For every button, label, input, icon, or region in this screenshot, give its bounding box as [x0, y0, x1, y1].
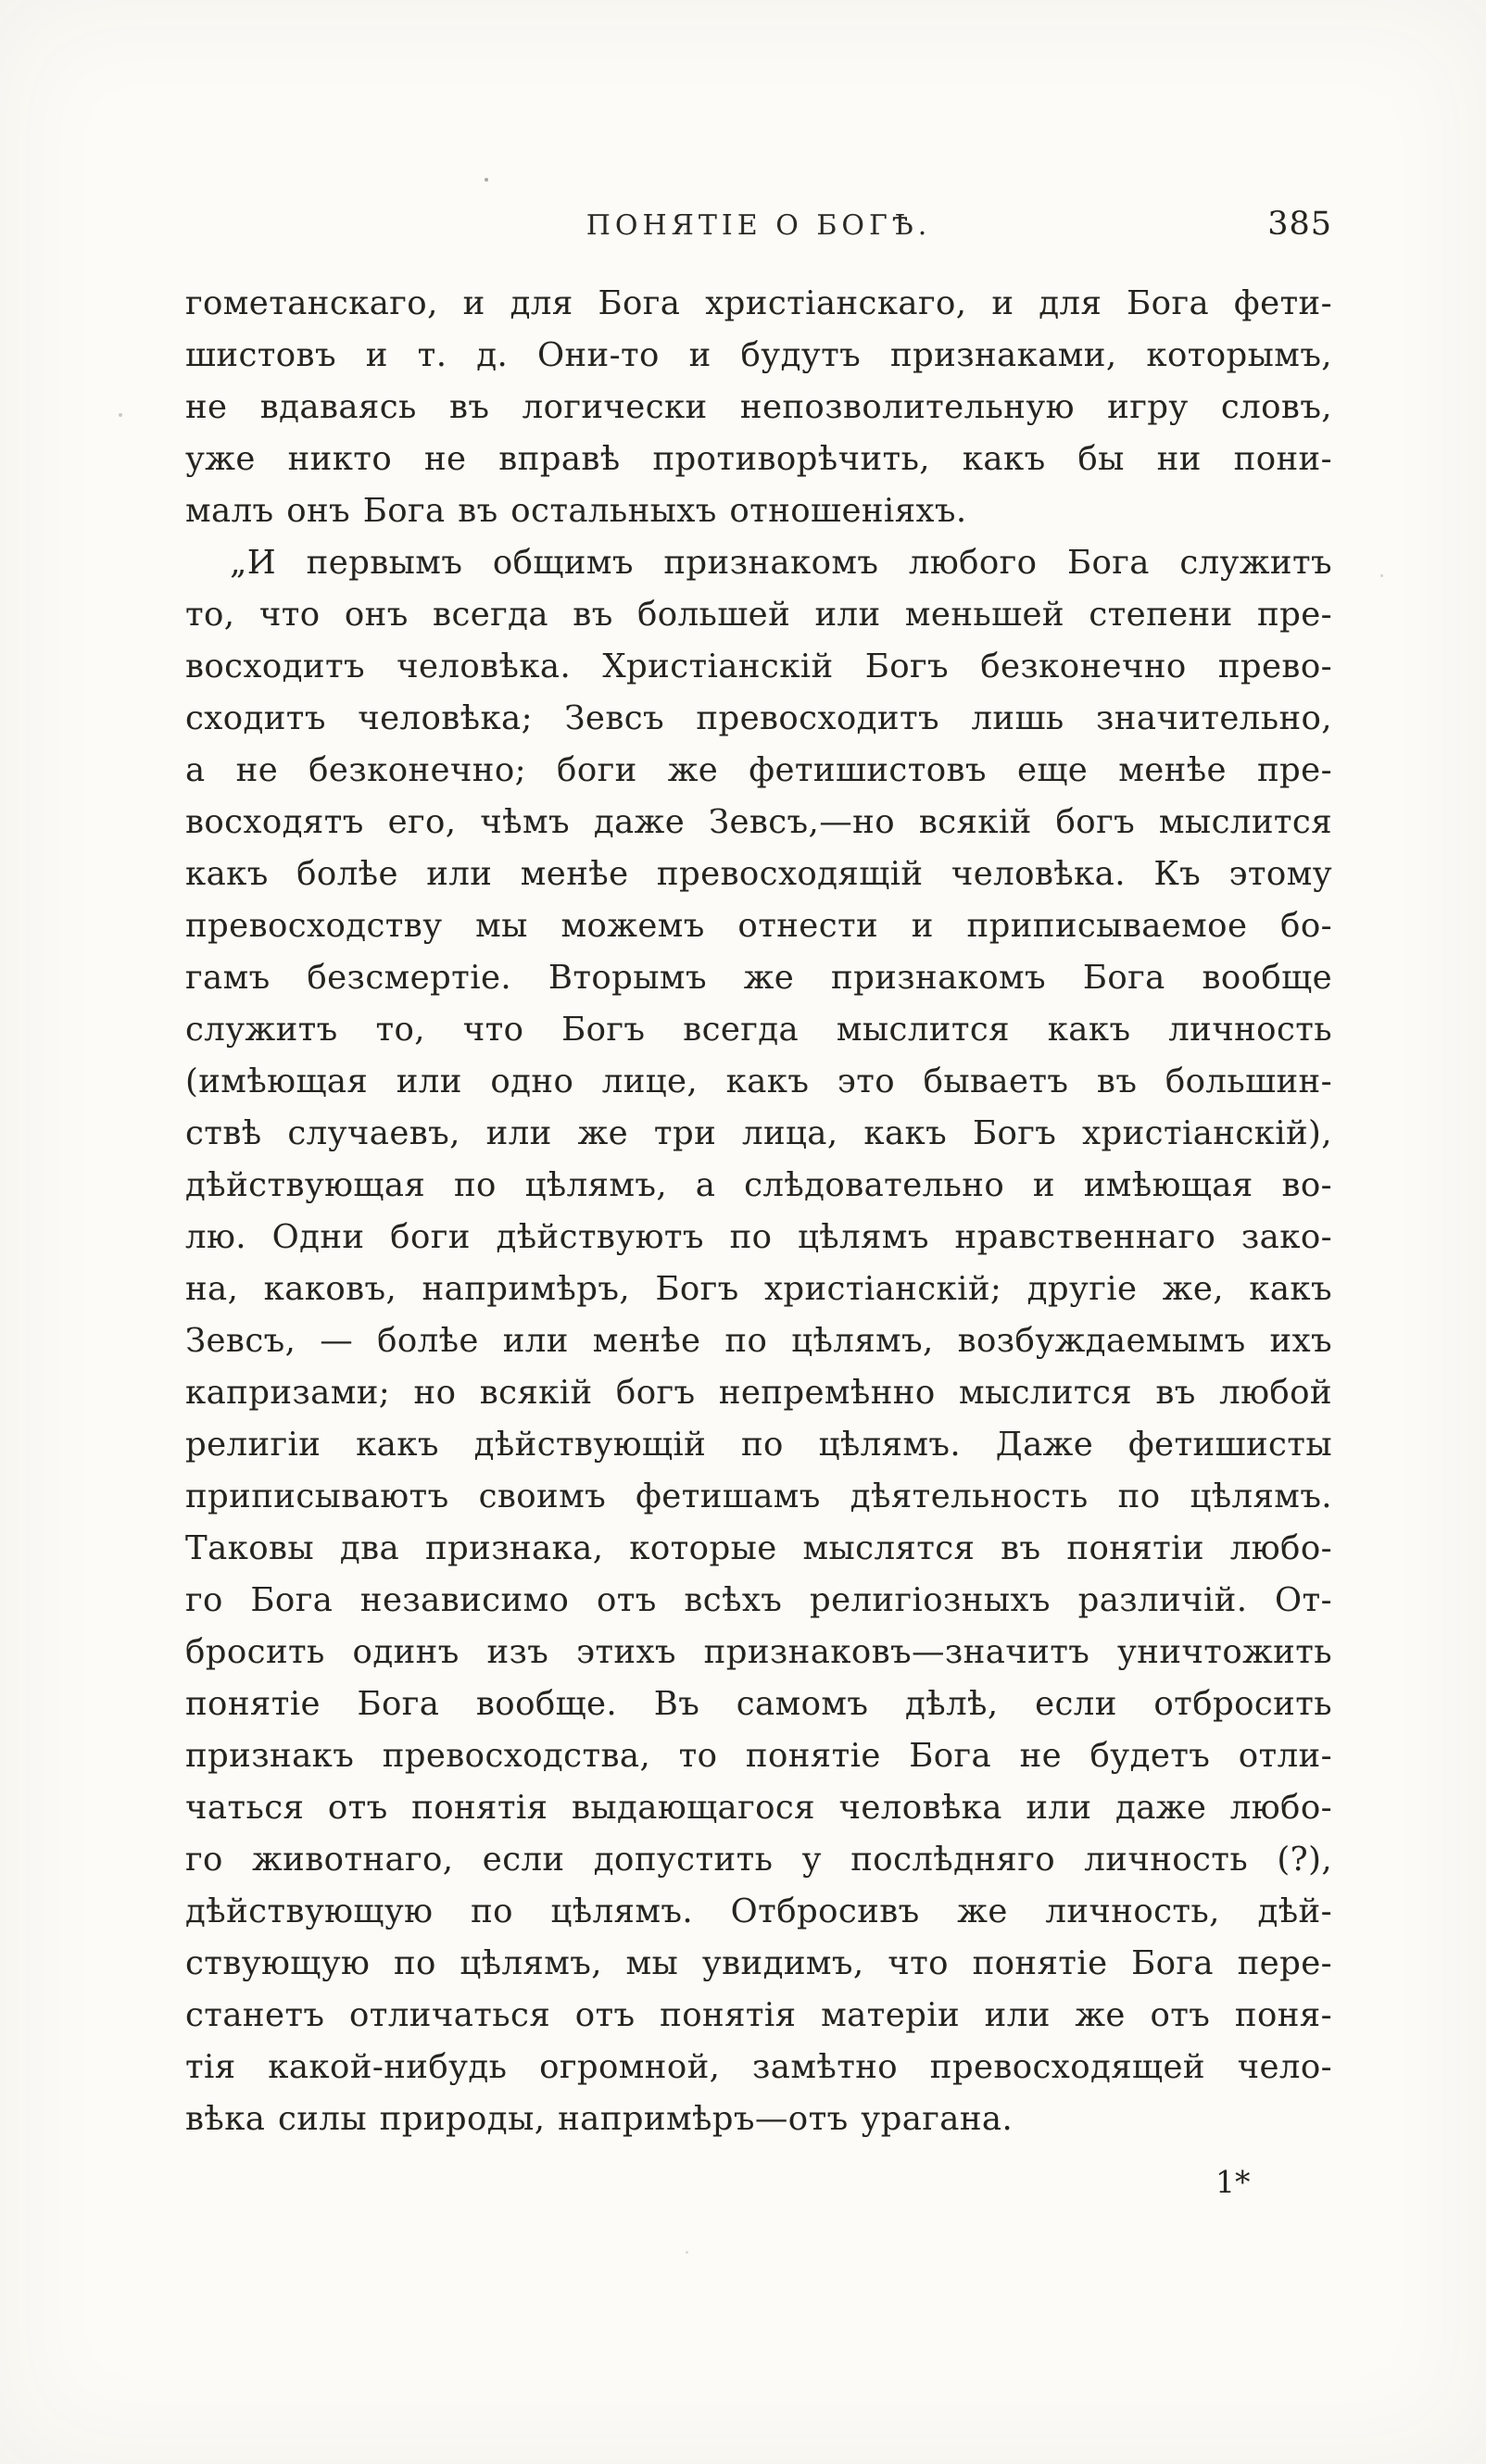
text-line: уже никто не вправѣ противорѣчить, какъ бы ни пони- [185, 440, 1332, 478]
scan-speck [119, 413, 122, 417]
running-title: ПОНЯТІЕ О БОГѢ. [586, 209, 932, 242]
text-line: го Бога независимо отъ всѣхъ религіозныхъ различій. От- [185, 1581, 1332, 1619]
text-line: бросить одинъ изъ этихъ признаковъ—значитъ уничтожить [185, 1633, 1332, 1671]
page-header [185, 206, 1332, 254]
text-line: го животнаго, если допустить у послѣдняго личность (?), [185, 1841, 1332, 1879]
text-line: чаться отъ понятія выдающагося человѣка или даже любо- [185, 1789, 1332, 1827]
text-line: сходитъ человѣка; Зевсъ превосходитъ лишь значительно, [185, 699, 1332, 737]
text-line: служитъ то, что Богъ всегда мыслится какъ личность [185, 1011, 1332, 1049]
text-line: то, что онъ всегда въ большей или меньшей степени пре- [185, 596, 1332, 634]
text-line: Таковы два признака, которые мыслятся въ понятіи любо- [185, 1529, 1332, 1567]
text-line: какъ болѣе или менѣе превосходящій человѣка. Къ этому [185, 855, 1332, 893]
scan-speck [485, 178, 488, 182]
text-line: шистовъ и т. д. Они-то и будутъ признаками, которымъ, [185, 336, 1332, 374]
text-line: (имѣющая или одно лице, какъ это бываетъ въ большин- [185, 1062, 1332, 1100]
text-line: ствѣ случаевъ, или же три лица, какъ Богъ христіанскій), [185, 1114, 1332, 1152]
text-line: а не безконечно; боги же фетишистовъ еще менѣе пре- [185, 751, 1332, 789]
text-line: дѣйствующая по цѣлямъ, а слѣдовательно и имѣющая во- [185, 1166, 1332, 1204]
text-line: лю. Одни боги дѣйствуютъ по цѣлямъ нравственнаго зако- [185, 1218, 1332, 1256]
text-line: не вдаваясь въ логически непозволительную игру словъ, [185, 388, 1332, 426]
text-line: малъ онъ Бога въ остальныхъ отношеніяхъ. [185, 492, 967, 530]
text-line: капризами; но всякій богъ непремѣнно мыслится въ любой [185, 1374, 1332, 1412]
text-line: вѣка силы природы, напримѣръ—отъ урагана. [185, 2100, 1014, 2138]
text-line: ствующую по цѣлямъ, мы увидимъ, что понятіе Бога пере- [185, 1944, 1332, 1982]
signature-mark: 1* [1215, 2164, 1251, 2200]
text-line: гамъ безсмертіе. Вторымъ же признакомъ Бога вообще [185, 959, 1332, 997]
scan-speck [1380, 574, 1383, 577]
page-number: 385 [1267, 206, 1332, 243]
text-line: „И первымъ общимъ признакомъ любого Бога служитъ [230, 544, 1332, 582]
text-line: превосходству мы можемъ отнести и приписываемое бо- [185, 907, 1332, 945]
text-line: религіи какъ дѣйствующій по цѣлямъ. Даже фетишисты [185, 1426, 1332, 1464]
text-line: гометанскаго, и для Бога христіанскаго, и для Бога фети- [185, 284, 1332, 322]
text-line: восходятъ его, чѣмъ даже Зевсъ,—но всякій богъ мыслится [185, 803, 1332, 841]
text-line: на, каковъ, напримѣръ, Богъ христіанскій; другіе же, какъ [185, 1270, 1332, 1308]
text-block [185, 278, 1332, 2145]
text-line: станетъ отличаться отъ понятія матеріи или же отъ поня- [185, 1996, 1332, 2034]
text-line: понятіе Бога вообще. Въ самомъ дѣлѣ, если отбросить [185, 1685, 1332, 1723]
scan-speck [686, 2251, 688, 2254]
text-line: признакъ превосходства, то понятіе Бога не будетъ отли- [185, 1737, 1332, 1775]
text-line: приписываютъ своимъ фетишамъ дѣятельность по цѣлямъ. [185, 1477, 1332, 1515]
text-line: восходитъ человѣка. Христіанскій Богъ безконечно прево- [185, 647, 1332, 685]
text-line: тія какой-нибудь огромной, замѣтно превосходящей чело- [185, 2048, 1332, 2086]
text-line: дѣйствующую по цѣлямъ. Отбросивъ же личность, дѣй- [185, 1892, 1332, 1930]
text-line: Зевсъ, — болѣе или менѣе по цѣлямъ, возбуждаемымъ ихъ [185, 1322, 1332, 1360]
